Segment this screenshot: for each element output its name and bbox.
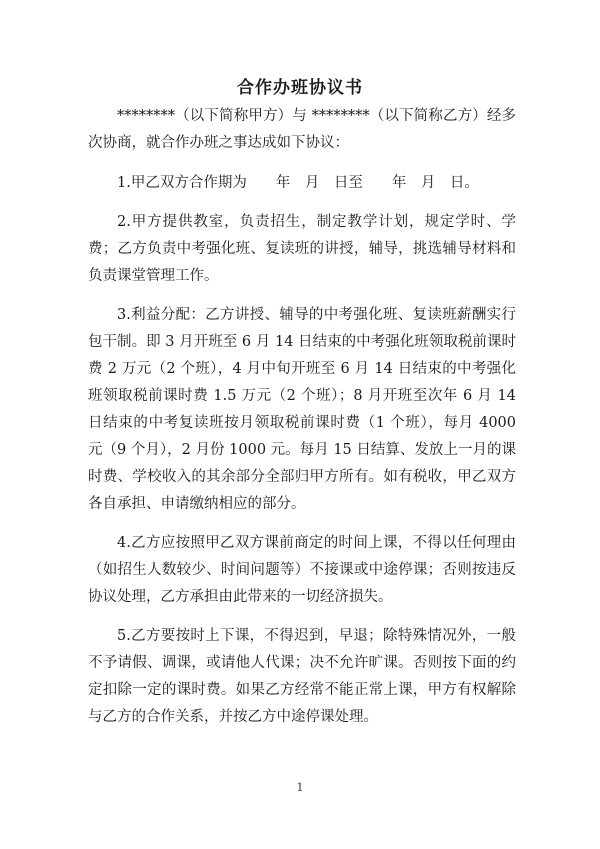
document-title: 合作办班协议书: [237, 78, 363, 98]
paragraph-intro: ********（以下简称甲方）与 ********（以下简称乙方）经多次协商，就合作办班之事达成如下协议：: [88, 108, 516, 151]
paragraph-clause-2: 2.甲方提供教室，负责招生，制定教学计划，规定学时、学费；乙方负责中考强化班、复读班的讲授，辅导，挑选辅导材料和负责课堂管理工作。: [88, 214, 516, 284]
document-body: [88, 103, 521, 743]
paragraph-clause-4: 4.乙方应按照甲乙双方课前商定的时间上课，不得以任何理由（如招生人数较少、时间问题等）不接课或中途停课；否则按违反协议处理，乙方承担由此带来的一切经济损失。: [88, 535, 516, 605]
paragraph-clause-3: 3.利益分配：乙方讲授、辅导的中考强化班、复读班薪酬实行包干制。即 3 月开班至 6 月 14 日结束的中考强化班领取税前课时费 2 万元（2 个班），4 月中旬开班至 6 月 14 日结束的中考强化班领取税前课时费 1.5 万元（2 个班）；8 月开班至次年 6 月 14 日结束的中考复读班按月领取税前课时费（1 个班），每月 4000 元（9 个月），2 月份 1000 元。每月 15 日结算、发放上一月的课时费、学校收入的其余部分全部归甲方所有。如有税收，甲乙双方各自承担、申请缴纳相应的部分。: [88, 307, 521, 512]
paragraph-clause-1: 1.甲乙双方合作期为 年 月 日至 年 月 日。: [117, 175, 479, 191]
paragraph-clause-5: 5.乙方要按时上下课，不得迟到，早退；除特殊情况外，一般不予请假、调课，或请他人代课；决不允许旷课。否则按下面的约定扣除一定的课时费。如果乙方经常不能正常上课，甲方有权解除与乙方的合作关系，并按乙方中途停课处理。: [88, 628, 516, 725]
page-number: 1: [296, 781, 304, 794]
